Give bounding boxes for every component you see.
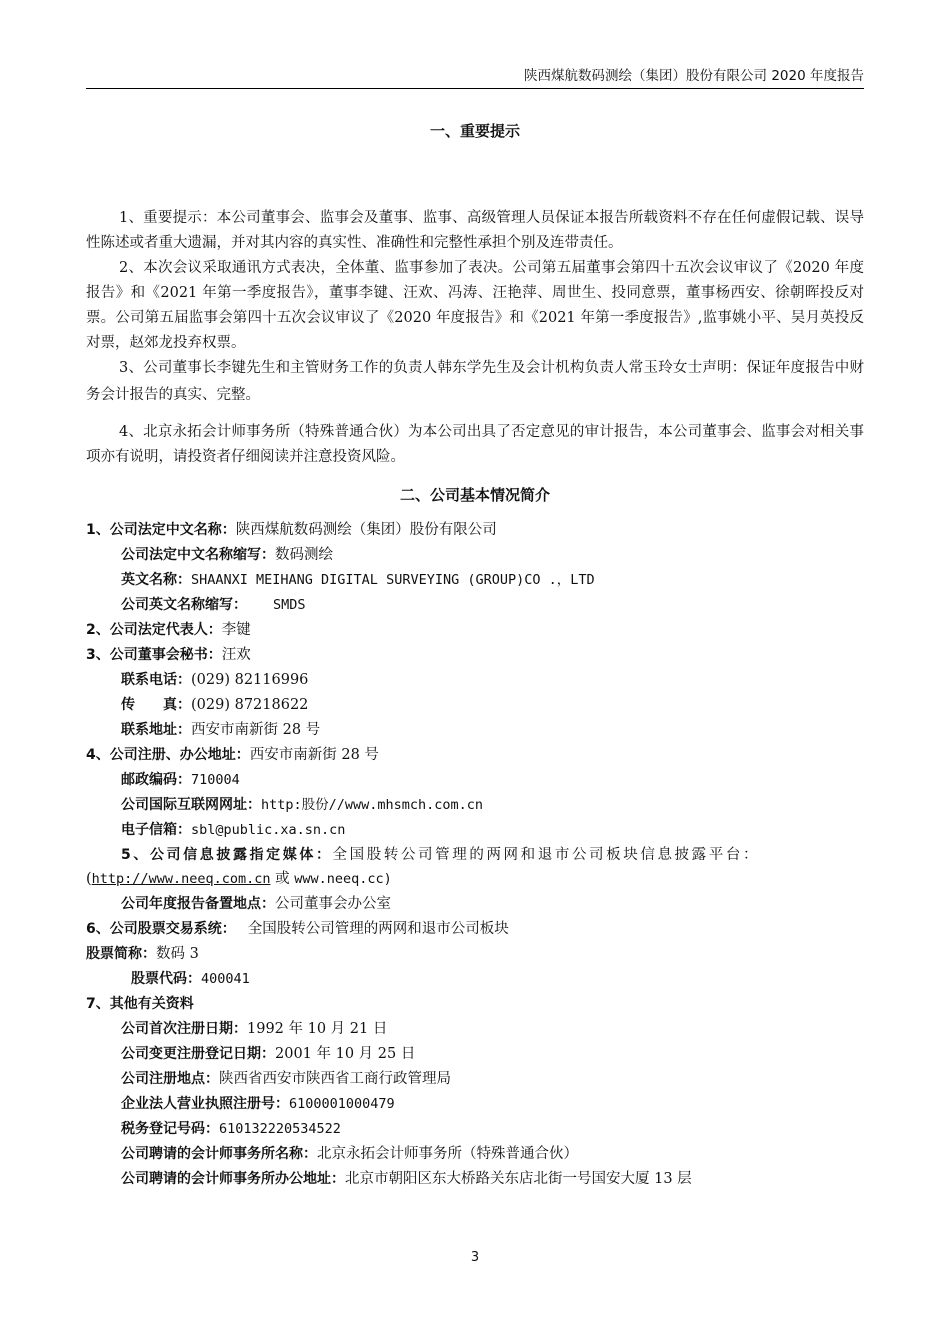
company-en-name-row [121,569,595,591]
board-secretary-value: 汪欢 [221,647,251,663]
fax-value: (029) 87218622 [191,697,309,713]
legal-rep-label: 2、公司法定代表人： [86,622,222,638]
exchange-value: 全国股转公司管理的两网和退市公司板块 [247,921,509,937]
disclosure-media-value: 全国股转公司管理的两网和退市公司板块信息披露平台： [332,847,761,863]
registration-place-label: 公司注册地点： [121,1071,219,1087]
notice-paragraph-1 [86,206,864,256]
first-registration-label: 公司首次注册日期： [121,1021,247,1037]
website-row [121,794,483,816]
exchange-label: 6、公司股票交易系统： [86,921,236,937]
phone-value: (029) 82116996 [191,672,309,688]
change-registration-value: 2001 年 10 月 25 日 [275,1046,416,1062]
notice-paragraph-3-text: 3、公司董事长李键先生和主管财务工作的负责人韩东学先生及会计机构负责人常玉玲女士声明：保证年度报告中财务会计报告的真实、完整。 [86,360,864,403]
company-en-short-row [121,594,306,616]
section-title-important-notice: 一、重要提示 [429,122,520,140]
other-info-label: 7、其他有关资料 [86,996,194,1012]
auditor-address-value: 北京市朝阳区东大桥路关东店北街一号国安大厦 13 层 [345,1171,692,1187]
stock-short-label: 股票简称： [86,946,156,962]
stock-code-label: 股票代码： [131,971,201,987]
disclosure-media-label: 5、公司信息披露指定媒体： [121,847,333,863]
report-location-value: 公司董事会办公室 [275,896,391,912]
stock-code-value: 400041 [201,971,250,987]
stock-short-row [86,943,199,965]
exchange-row [86,918,509,940]
page-header: 陕西煤航数码测绘（集团）股份有限公司 2020 年度报告 [524,68,864,84]
stock-short-value: 数码 3 [156,946,199,962]
auditor-name-value: 北京永拓会计师事务所（特殊普通合伙） [317,1146,578,1162]
tax-registration-value: 610132220534522 [219,1121,341,1137]
neeq-link[interactable]: http://www.neeq.com.cn [91,871,271,887]
company-cn-name-value: 陕西煤航数码测绘（集团）股份有限公司 [235,522,497,538]
first-registration-value: 1992 年 10 月 21 日 [247,1021,388,1037]
disclosure-media-links-row [86,868,392,890]
company-en-short-value: SMDS [273,597,306,613]
auditor-address-label: 公司聘请的会计师事务所办公地址： [121,1171,345,1187]
business-license-label: 企业法人营业执照注册号： [121,1096,289,1112]
email-value[interactable]: sbl@public.xa.sn.cn [191,822,346,838]
notice-paragraph-2-text: 2、本次会议采取通讯方式表决，全体董、监事参加了表决。公司第五届董事会第四十五次会议审议了《2020 年度报告》和《2021 年第一季度报告》，董事李键、汪欢、冯涛、汪艳萍、周世生、投同意票，董事杨西安、徐朝晖投反对票。公司第五届监事会第四十五次会议审议了《2020 年度报告》和《2021 年第一季度报告》,监事姚小平、吴月英投反对票，赵郊龙投弃权票。 [86,260,864,351]
or-text: 或 [270,871,295,887]
postcode-value: 710004 [191,772,240,788]
company-en-name-value: SHAANXI MEIHANG DIGITAL SURVEYING (GROUP)CO .，LTD [191,572,595,588]
email-label: 电子信箱： [121,822,191,838]
company-cn-name-label: 1、公司法定中文名称： [86,522,236,538]
registration-place-row [121,1068,451,1090]
postcode-label: 邮政编码： [121,772,191,788]
notice-paragraph-4 [86,420,864,470]
auditor-name-label: 公司聘请的会计师事务所名称： [121,1146,317,1162]
neeq-cc-link[interactable]: www.neeq.cc) [294,871,392,887]
change-registration-row [121,1043,415,1065]
company-cn-name-row [86,519,497,541]
stock-code-row [131,968,250,990]
company-en-short-label: 公司英文名称缩写： [121,597,247,613]
contact-address-label: 联系地址： [121,722,191,738]
company-cn-short-label: 公司法定中文名称缩写： [121,547,275,563]
website-value[interactable]: http:股份//www.mhsmch.com.cn [261,797,484,813]
fax-row [121,694,308,716]
notice-paragraph-4-text: 4、北京永拓会计师事务所（特殊普通合伙）为本公司出具了否定意见的审计报告，本公司董事会、监事会对相关事项亦有说明，请投资者仔细阅读并注意投资风险。 [86,424,864,465]
email-row [121,819,345,841]
phone-label: 联系电话： [121,672,191,688]
board-secretary-label: 3、公司董事会秘书： [86,647,222,663]
change-registration-label: 公司变更注册登记日期： [121,1046,275,1062]
header-divider [86,88,864,89]
board-secretary-row [86,644,251,666]
section-title-company-info: 二、公司基本情况简介 [399,486,550,504]
notice-paragraph-3 [86,355,864,409]
other-info-heading [86,993,194,1015]
website-label: 公司国际互联网网址： [121,797,261,813]
page-number: 3 [470,1250,480,1265]
auditor-name-row [121,1143,578,1165]
fax-label: 传 真： [121,697,191,713]
first-registration-row [121,1018,387,1040]
business-license-value: 6100001000479 [289,1096,395,1112]
postcode-row [121,769,240,791]
disclosure-media-row [121,844,760,866]
registered-address-label: 4、公司注册、办公地址： [86,747,250,763]
registered-address-value: 西安市南新街 28 号 [249,747,379,763]
auditor-address-row [121,1168,692,1190]
legal-rep-row [86,619,251,641]
notice-paragraph-1-text: 1、重要提示：本公司董事会、监事会及董事、监事、高级管理人员保证本报告所载资料不存在任何虚假记载、误导性陈述或者重大遗漏，并对其内容的真实性、准确性和完整性承担个别及连带责任。 [86,210,864,251]
registered-address-row [86,744,379,766]
legal-rep-value: 李键 [221,622,251,638]
company-cn-short-value: 数码测绘 [275,547,333,563]
contact-address-value: 西安市南新街 28 号 [191,722,321,738]
contact-address-row [121,719,320,741]
company-en-name-label: 英文名称： [121,572,191,588]
tax-registration-label: 税务登记号码： [121,1121,219,1137]
company-cn-short-row [121,544,333,566]
paren-open: ( [86,871,92,887]
report-location-row [121,893,391,915]
report-location-label: 公司年度报告备置地点： [121,896,275,912]
tax-registration-row [121,1118,341,1140]
registration-place-value: 陕西省西安市陕西省工商行政管理局 [219,1071,451,1087]
business-license-row [121,1093,395,1115]
notice-paragraph-2 [86,256,864,356]
phone-row [121,669,308,691]
